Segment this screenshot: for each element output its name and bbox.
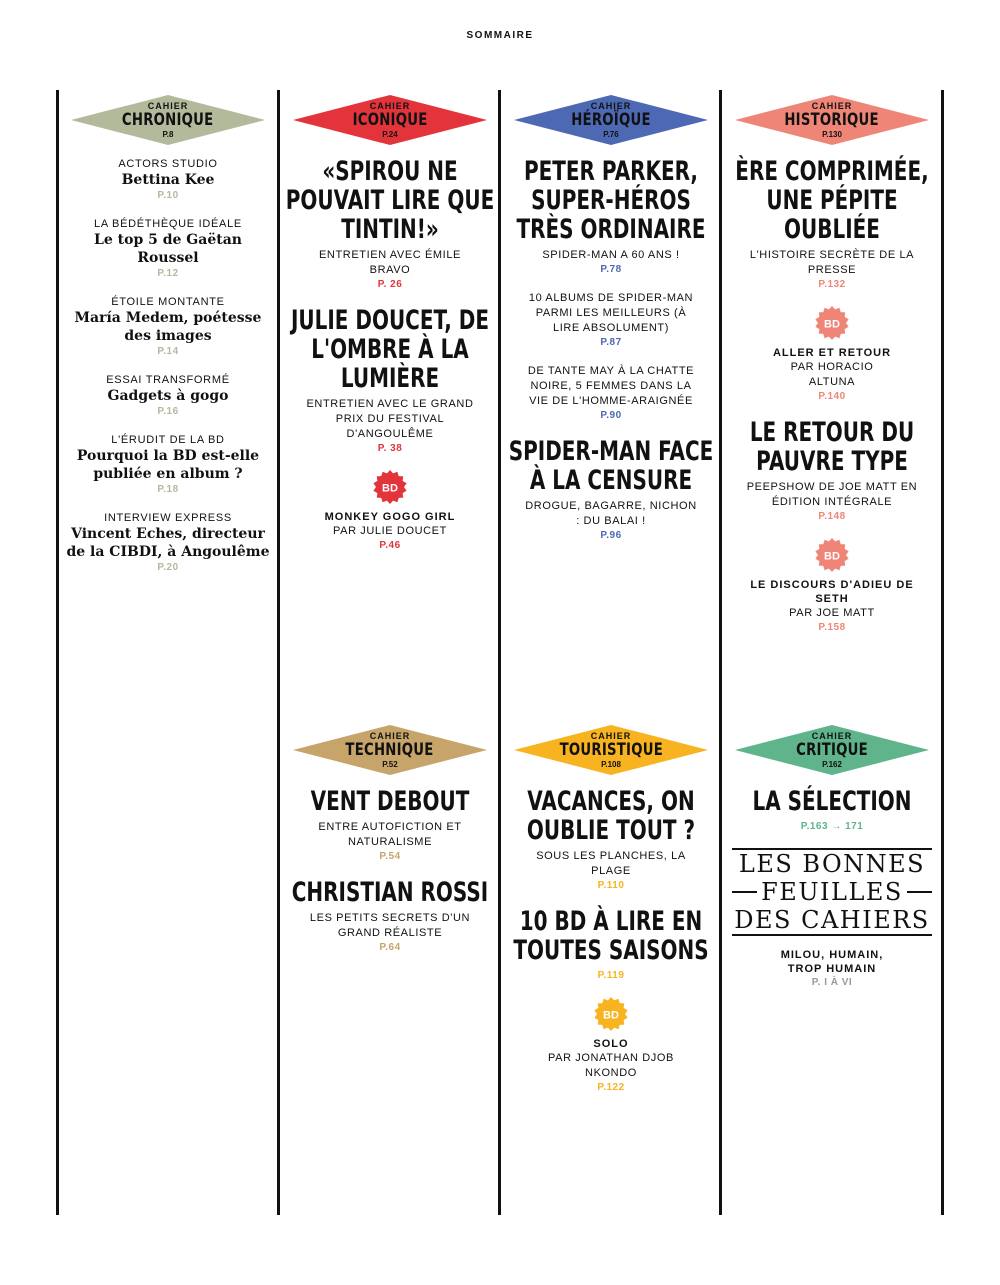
cahier-page: P.130 — [822, 130, 842, 139]
bd-entry[interactable] — [726, 306, 938, 404]
entry-title: Le top 5 de Gaëtan Roussel — [94, 232, 242, 266]
cahier-name: HISTORIQUE — [784, 110, 880, 130]
cahier-page: P.108 — [601, 760, 621, 769]
bonnes-line2: FEUILLES — [761, 878, 903, 906]
bd-badge-label: BD — [824, 318, 840, 331]
bd-badge-label: BD — [824, 550, 840, 563]
entry-page: P. 38 — [377, 443, 403, 454]
entry-subtitle: 10 ALBUMS DE SPIDER-MAN PARMI LES MEILLEURS (À LIRE ABSOLUMENT) — [528, 292, 694, 334]
bd-title: LE DISCOURS D'ADIEU DE SETH — [750, 579, 914, 605]
cahier-diamond-iconique — [293, 95, 487, 145]
entry-page: P.90 — [600, 410, 622, 421]
entry-subtitle: ENTRETIEN AVEC ÉMILE BRAVO — [319, 249, 461, 276]
bd-page: P.122 — [597, 1082, 625, 1093]
entry-title: ÈRE COMPRIMÉE, UNE PÉPITE OUBLIÉE — [735, 156, 929, 245]
section-technique — [284, 725, 496, 969]
entry-title: PETER PARKER, SUPER-HÉROS TRÈS ORDINAIRE — [516, 156, 706, 245]
entry-page: P.20 — [157, 562, 179, 573]
toc-entry[interactable] — [62, 373, 274, 419]
cahier-page: P.8 — [162, 130, 174, 139]
bd-page: P.140 — [818, 391, 846, 402]
bd-entry[interactable] — [284, 470, 496, 553]
toc-entry[interactable] — [726, 157, 938, 292]
column-rule — [56, 90, 59, 1215]
entry-kicker: ESSAI TRANSFORMÉ — [106, 374, 230, 386]
toc-entry[interactable] — [505, 907, 717, 983]
bonnes-line3: DES CAHIERS — [734, 906, 930, 934]
section-touristique — [505, 725, 717, 1109]
cahier-diamond-critique — [735, 725, 929, 775]
entry-subtitle: PEEPSHOW DE JOE MATT EN ÉDITION INTÉGRALE — [746, 481, 918, 508]
cahier-diamond-chronique — [71, 95, 265, 145]
entry-title: VENT DEBOUT — [310, 786, 470, 817]
cahier-name: TECHNIQUE — [345, 740, 435, 760]
toc-entry[interactable] — [726, 787, 938, 834]
cahier-page: P.24 — [382, 130, 398, 139]
entry-kicker: ACTORS STUDIO — [118, 158, 218, 170]
entry-page: P.14 — [157, 346, 179, 357]
toc-entry[interactable] — [62, 157, 274, 203]
section-iconique — [284, 95, 496, 567]
bd-subtitle: PAR JOE MATT — [789, 607, 875, 619]
entry-title: Vincent Eches, directeur de la CIBDI, à Angoulême — [66, 526, 270, 560]
bd-subtitle: PAR HORACIO ALTUNA — [790, 361, 874, 388]
cahier-name: ICONIQUE — [352, 110, 428, 130]
entry-kicker: ÉTOILE MONTANTE — [111, 296, 225, 308]
section-chronique — [62, 95, 274, 589]
entry-subtitle: DROGUE, BAGARRE, NICHON : DU BALAI ! — [525, 500, 697, 527]
bd-badge-icon — [594, 997, 628, 1031]
entry-page: P.87 — [600, 337, 622, 348]
entry-subtitle: SPIDER-MAN A 60 ANS ! — [542, 249, 680, 261]
cahier-diamond-historique — [735, 95, 929, 145]
column-rule — [941, 90, 944, 1215]
bd-badge-icon — [373, 470, 407, 504]
entry-title: Bettina Kee — [121, 172, 215, 188]
toc-entry[interactable] — [505, 157, 717, 277]
entry-kicker: L'ÉRUDIT DE LA BD — [111, 434, 225, 446]
bd-badge-label: BD — [603, 1009, 619, 1022]
toc-entry[interactable] — [62, 217, 274, 281]
cahier-label: CAHIER — [590, 101, 632, 111]
entry-kicker: LA BÉDÉTHÈQUE IDÉALE — [94, 218, 242, 230]
entry-page: P.163 → 171 — [800, 821, 864, 832]
toc-entry[interactable] — [505, 291, 717, 350]
section-historique — [726, 95, 938, 649]
page-title: SOMMAIRE — [466, 30, 534, 41]
entry-title: VACANCES, ON OUBLIE TOUT ? — [526, 786, 696, 846]
bd-subtitle: PAR JULIE DOUCET — [333, 525, 447, 537]
cahier-page: P.162 — [822, 760, 842, 769]
bd-title: SOLO — [593, 1038, 629, 1050]
section-heroique — [505, 95, 717, 557]
entry-title: LE RETOUR DU PAUVRE TYPE — [749, 417, 915, 477]
bonnes-line1: LES BONNES — [738, 850, 926, 878]
entry-page: P.16 — [157, 406, 179, 417]
bonnes-page: P. I À VI — [811, 977, 853, 988]
entry-title: María Medem, poétesse des images — [74, 310, 262, 344]
entry-page: P.148 — [818, 511, 846, 522]
toc-entry[interactable] — [62, 433, 274, 497]
cahier-label: CAHIER — [590, 731, 632, 741]
toc-entry[interactable] — [505, 437, 717, 543]
entry-subtitle: L'HISTOIRE SECRÈTE DE LA PRESSE — [749, 249, 915, 276]
entry-page: P.96 — [600, 530, 622, 541]
bd-title: ALLER ET RETOUR — [772, 347, 892, 359]
toc-entry[interactable] — [284, 157, 496, 292]
entry-page: P.10 — [157, 190, 179, 201]
entry-subtitle: DE TANTE MAY À LA CHATTE NOIRE, 5 FEMMES DANS LA VIE DE L'HOMME-ARAIGNÉE — [527, 365, 695, 407]
entry-page: P.132 — [818, 279, 846, 290]
toc-entry[interactable] — [62, 511, 274, 575]
entry-title: Pourquoi la BD est-elle publiée en album ? — [76, 448, 260, 482]
bd-entry[interactable] — [726, 538, 938, 635]
toc-entry[interactable] — [726, 418, 938, 524]
entry-title: Gadgets à gogo — [107, 388, 229, 404]
entry-page: P. 26 — [377, 279, 403, 290]
entry-title: CHRISTIAN ROSSI — [291, 877, 489, 908]
bd-badge-icon — [815, 306, 849, 340]
entry-page: P.119 — [597, 970, 625, 981]
entry-page: P.12 — [157, 268, 179, 279]
entry-page: P.54 — [379, 851, 401, 862]
toc-entry[interactable] — [284, 787, 496, 864]
entry-title: «SPIROU NE POUVAIT LIRE QUE TINTIN!» — [285, 156, 495, 245]
bd-subtitle: PAR JONATHAN DJOB NKONDO — [548, 1052, 674, 1079]
entry-subtitle: LES PETITS SECRETS D'UN GRAND RÉALISTE — [309, 912, 471, 939]
entry-subtitle: SOUS LES PLANCHES, LA PLAGE — [536, 850, 686, 877]
toc-entry[interactable] — [505, 364, 717, 423]
entry-page: P.18 — [157, 484, 179, 495]
cahier-name: CRITIQUE — [796, 740, 868, 760]
cahier-page: P.52 — [382, 760, 398, 769]
entry-kicker: INTERVIEW EXPRESS — [104, 512, 232, 524]
cahier-label: CAHIER — [369, 101, 411, 111]
cahier-label: CAHIER — [369, 731, 411, 741]
entry-title: 10 BD À LIRE EN TOUTES SAISONS — [513, 906, 709, 966]
toc-entry[interactable] — [284, 306, 496, 456]
entry-page: P.64 — [379, 942, 401, 953]
bd-page: P.158 — [818, 622, 846, 633]
cahier-label: CAHIER — [147, 101, 189, 111]
bonnes-feuilles-block — [732, 848, 932, 936]
section-critique — [726, 725, 938, 1004]
cahier-diamond-heroique — [514, 95, 708, 145]
bd-badge-icon — [815, 538, 849, 572]
bd-page: P.46 — [379, 540, 401, 551]
entry-subtitle: ENTRETIEN AVEC LE GRAND PRIX DU FESTIVAL D'ANGOULÊME — [306, 398, 474, 440]
cahier-diamond-touristique — [514, 725, 708, 775]
cahier-page: P.76 — [603, 130, 619, 139]
entry-page: P.110 — [597, 880, 625, 891]
column-rule — [498, 90, 501, 1215]
entry-title: SPIDER-MAN FACE À LA CENSURE — [508, 436, 714, 496]
toc-entry[interactable] — [62, 295, 274, 359]
cahier-label: CAHIER — [811, 101, 853, 111]
cahier-name: TOURISTIQUE — [559, 740, 663, 760]
cahier-diamond-technique — [293, 725, 487, 775]
cahier-name: HÉROÏQUE — [571, 110, 651, 130]
column-rule — [277, 90, 280, 1215]
entry-subtitle: ENTRE AUTOFICTION ET NATURALISME — [318, 821, 462, 848]
bd-badge-label: BD — [382, 482, 398, 495]
bd-title: MONKEY GOGO GIRL — [324, 511, 456, 523]
entry-page: P.78 — [600, 264, 622, 275]
bd-entry[interactable] — [505, 997, 717, 1095]
bonnes-title: MILOU, HUMAIN, TROP HUMAIN — [780, 949, 884, 975]
toc-entry[interactable] — [505, 787, 717, 893]
cahier-label: CAHIER — [811, 731, 853, 741]
entry-title: LA SÉLECTION — [752, 786, 912, 817]
cahier-name: CHRONIQUE — [122, 110, 214, 130]
toc-entry[interactable] — [284, 878, 496, 955]
entry-title: JULIE DOUCET, DE L'OMBRE À LA LUMIÈRE — [290, 305, 490, 394]
column-rule — [719, 90, 722, 1215]
